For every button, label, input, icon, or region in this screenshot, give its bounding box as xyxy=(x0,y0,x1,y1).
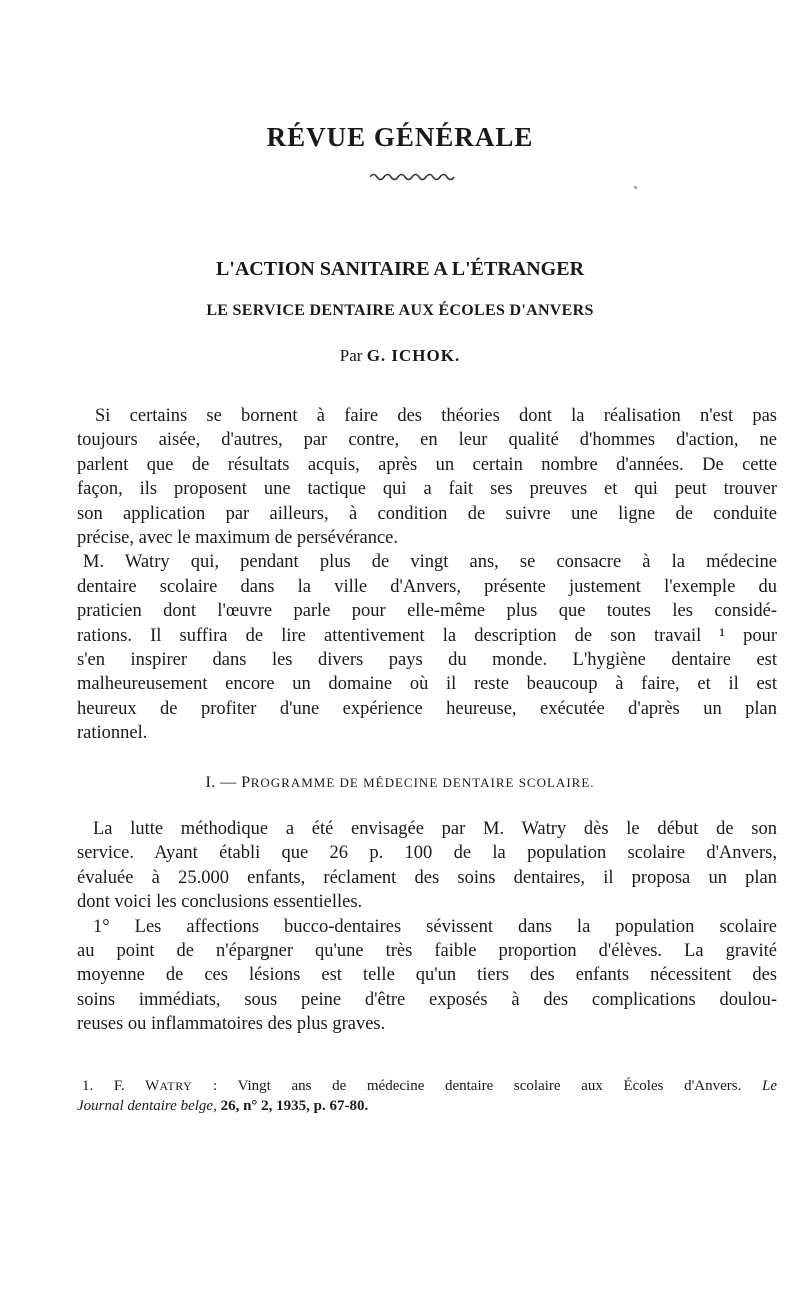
text-line: évaluée à 25.000 enfants, réclament des soins dentaires, il proposa un plan xyxy=(77,867,777,888)
footnote-journal-cont: Journal dentaire belge, xyxy=(77,1098,221,1114)
stray-mark xyxy=(634,186,637,189)
text-line: malheureusement encore un domaine où il reste beaucoup à faire, et il est xyxy=(77,674,777,695)
byline-prefix: Par xyxy=(339,346,363,365)
text-line: service. Ayant établi que 26 p. 100 de la population scolaire d'Anvers, xyxy=(77,843,777,864)
section-title-rest: ROGRAMME DE MÉDECINE DENTAIRE SCOLAIRE. xyxy=(250,775,595,790)
text-line: soins immédiats, sous peine d'être exposés à des complications doulou- xyxy=(77,989,777,1010)
text-line: moyenne de ces lésions est telle qu'un tiers des enfants nécessitent des xyxy=(77,965,777,986)
journal-header: RÉVUE GÉNÉRALE xyxy=(266,122,534,152)
text-line: toujours aisée, d'autres, par contre, en leur qualité d'hommes d'action, ne xyxy=(77,430,777,451)
text-line: rationnel. xyxy=(77,723,148,744)
text-line: au point de n'épargner qu'une très faible proportion d'élèves. La gravité xyxy=(77,941,777,962)
footnote-line xyxy=(77,1076,777,1096)
text-line: M. Watry qui, pendant plus de vingt ans, se consacre à la médecine xyxy=(83,552,777,573)
text-line: façon, ils proposent une tactique qui a fait ses preuves et qui peut trouver xyxy=(77,479,777,500)
footnote-number: 1. F. xyxy=(82,1078,125,1094)
text-line: rations. Il suffira de lire attentivement la description de son travail ¹ pour xyxy=(77,625,777,646)
section-text xyxy=(77,817,777,1037)
footnote-ref: 26, n° 2, 1935, p. 67-80. xyxy=(220,1098,369,1114)
section-number: I. — xyxy=(205,774,237,791)
text-line: heureux de profiter d'une expérience heureuse, exécutée d'après un plan xyxy=(77,698,777,719)
footnote xyxy=(77,1076,777,1116)
section-heading xyxy=(0,774,800,792)
text-line: parlent que de résultats acquis, après un certain nombre d'années. De cette xyxy=(77,454,777,475)
footnote-line xyxy=(77,1096,777,1116)
text-line: 1° Les affections bucco-dentaires sévissent dans la population scolaire xyxy=(93,916,777,937)
text-line: dont voici les conclusions essentielles. xyxy=(77,892,363,913)
text-line: Si certains se bornent à faire des théories dont la réalisation n'est pas xyxy=(95,406,777,426)
section-title xyxy=(241,774,594,791)
text-line: praticien dont l'œuvre parle pour elle-même plus que toutes les considé- xyxy=(77,601,777,622)
author-name: G. ICHOK. xyxy=(366,346,461,365)
footnote-journal: Le xyxy=(762,1078,778,1094)
decorative-ornament xyxy=(370,172,456,182)
byline xyxy=(0,346,800,366)
text-line: son application par ailleurs, à condition de suivre une ligne de conduite xyxy=(77,503,777,524)
section-title-initial: P xyxy=(241,774,251,791)
intro-text xyxy=(77,404,777,746)
footnote-author: WATRY xyxy=(145,1078,193,1094)
article-subtitle: LE SERVICE DENTAIRE AUX ÉCOLES D'ANVERS xyxy=(206,302,594,319)
text-line: s'en inspirer dans les divers pays du monde. L'hygiène dentaire est xyxy=(77,650,777,671)
text-line: précise, avec le maximum de persévérance. xyxy=(77,528,399,549)
text-line: dentaire scolaire dans la ville d'Anvers, présente justement l'exemple du xyxy=(77,576,777,597)
text-line: La lutte méthodique a été envisagée par M. Watry dès le début de son xyxy=(93,819,777,839)
text-line: reuses ou inflammatoires des plus graves. xyxy=(77,1014,386,1035)
footnote-text: : Vingt ans de médecine dentaire scolaire aux Écoles d'Anvers. xyxy=(213,1078,742,1094)
article-title: L'ACTION SANITAIRE A L'ÉTRANGER xyxy=(215,258,585,280)
